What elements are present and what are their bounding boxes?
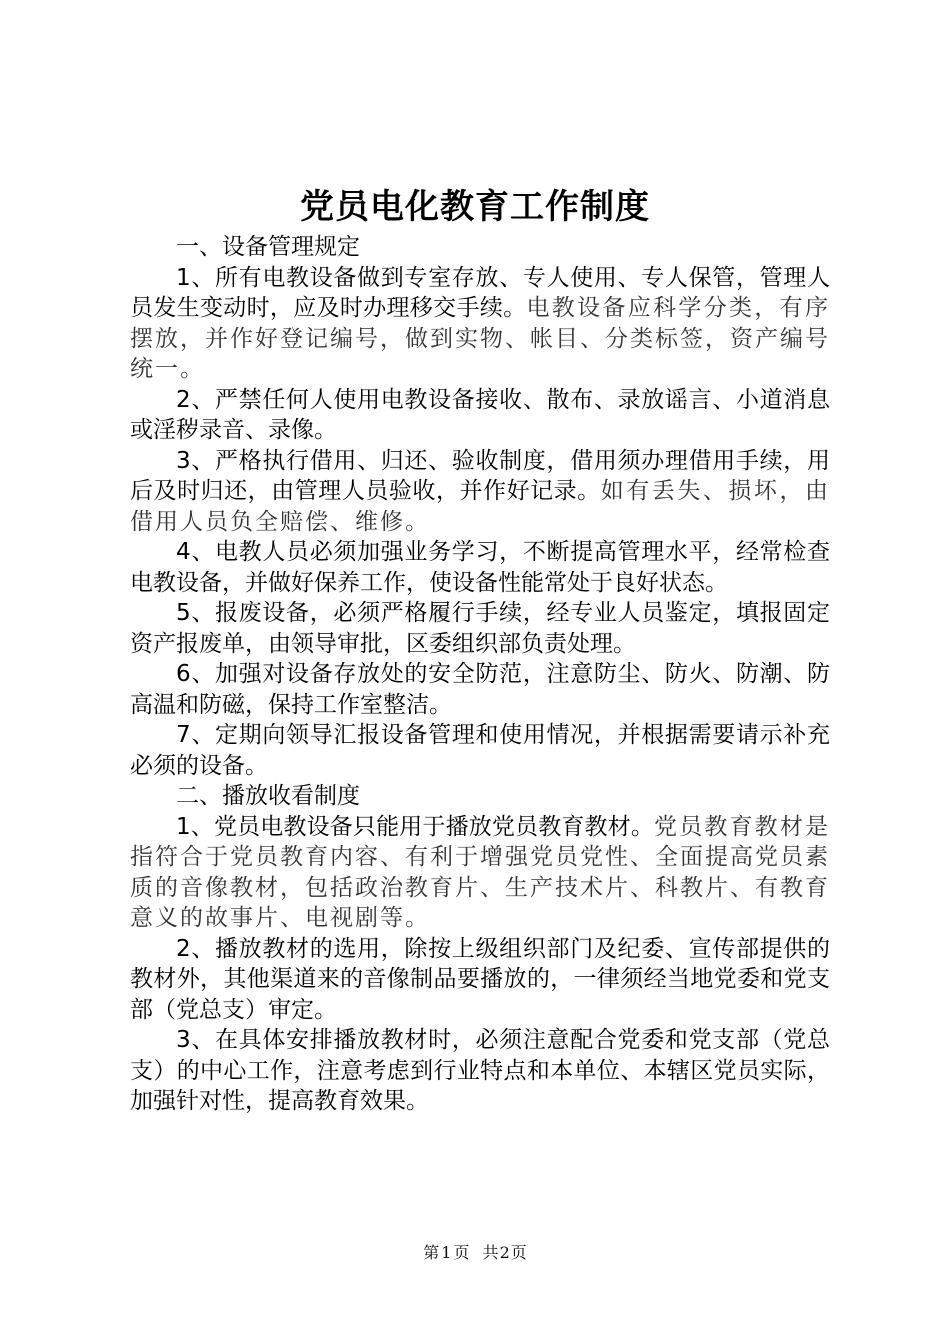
paragraph-text: 3、在具体安排播放教材时，必须注意配合党委和党支部（党总支）的中心工作，注意考虑到行业特点和本单位、本辖区党员实际，加强针对性，提高教育效果。: [130, 1027, 830, 1114]
document-title: 党员电化教育工作制度: [300, 187, 650, 227]
paragraph-text: 7、定期向领导汇报设备管理和使用情况，并根据需要请示补充必须的设备。: [130, 722, 830, 779]
section-heading: 一、设备管理规定: [176, 234, 360, 260]
page-indicator: [423, 1243, 469, 1262]
total-label: 共: [482, 1243, 499, 1262]
paragraph-text: 3、严格执行借用、归还、验收制度，借用须办理借用手续，用后及时归还，由管理人员验收，并作好记录。: [130, 447, 830, 504]
section-heading: 二、播放收看制度: [176, 783, 360, 809]
paragraph-text: 5、报废设备，必须严格履行手续，经专业人员鉴定，填报固定资产报废单，由领导审批，区委组织部负责处理。: [130, 600, 830, 657]
document-body: [130, 232, 830, 1117]
paragraph: [130, 598, 830, 659]
paragraph: [130, 1025, 830, 1117]
paragraph: [130, 812, 830, 934]
paragraph-extra-text: 如有丢失、损坏，由借用人员负全赔偿、维修。: [130, 478, 831, 535]
paragraph-extra-text: 党员教育教材是指符合于党员教育内容、有利于增强党员党性、全面提高党员素质的音像教材，包括政治教育片、生产技术片、科教片、有教育意义的故事片、电视剧等。: [130, 813, 831, 931]
paragraph: [130, 659, 830, 720]
page-label: 第: [423, 1243, 440, 1262]
paragraph: [130, 934, 830, 1026]
paragraph-text: 2、严禁任何人使用电教设备接收、散布、录放谣言、小道消息或淫秽录音、录像。: [130, 386, 830, 443]
paragraph-text: 2、播放教材的选用，除按上级组织部门及纪委、宣传部提供的教材外，其他渠道来的音像制品要播放的，一律须经当地党委和党支部（党总支）审定。: [130, 935, 830, 1023]
page-number: 1: [441, 1243, 452, 1262]
paragraph-text: 6、加强对设备存放处的安全防范，注意防尘、防火、防潮、防高温和防磁，保持工作室整洁。: [130, 661, 830, 718]
total-pages: 2: [499, 1243, 510, 1262]
paragraph: [130, 537, 830, 598]
paragraph-extra-text: 电教设备应科学分类，有序摆放，并作好登记编号，做到实物、帐目、分类标签，资产编号统一。: [130, 295, 831, 382]
paragraph: [130, 263, 830, 385]
page-footer: [0, 1243, 950, 1263]
paragraph: [130, 720, 830, 781]
paragraph: [130, 385, 830, 446]
paragraph: [130, 446, 830, 538]
page-unit: 页: [453, 1243, 470, 1262]
total-indicator: [483, 1243, 527, 1262]
paragraph-text: 1、所有电教设备做到专室存放、专人使用、专人保管，管理人员发生变动时，应及时办理移交手续。: [130, 264, 830, 321]
paragraph-text: 4、电教人员必须加强业务学习，不断提高管理水平，经常检查电教设备，并做好保养工作，使设备性能常处于良好状态。: [130, 539, 830, 596]
paragraph-text: 1、党员电教设备只能用于播放党员教育教材。: [176, 813, 655, 840]
total-unit: 页: [510, 1243, 527, 1262]
